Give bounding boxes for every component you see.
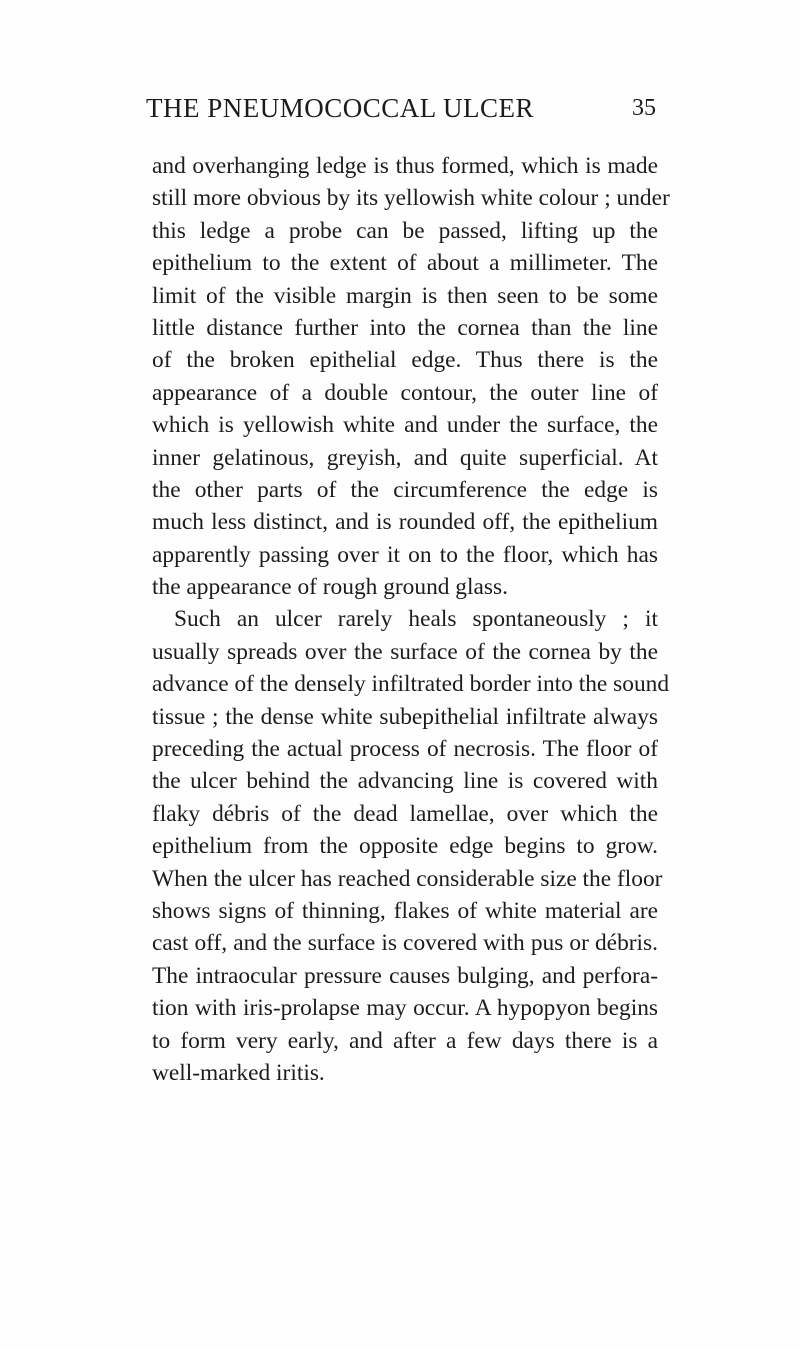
text-line: cast off, and the surface is covered with pus or débris. xyxy=(152,930,658,957)
text-line: limit of the visible margin is then seen to be some xyxy=(152,282,658,309)
text-line: much less distinct, and is rounded off, the epithelium xyxy=(152,509,658,536)
text-line: Such an ulcer rarely heals spontaneously ; it xyxy=(174,606,658,633)
text-line: the other parts of the circumference the edge is xyxy=(152,476,658,503)
text-line: still more obvious by its yellowish white colour ; under xyxy=(152,185,670,212)
page-number: 35 xyxy=(632,95,656,121)
text-line: flaky débris of the dead lamellae, over which the xyxy=(152,800,658,827)
text-line: of the broken epithelial edge. Thus there is the xyxy=(152,347,658,374)
text-line: this ledge a probe can be passed, lifting up the xyxy=(152,217,658,244)
text-line: apparently passing over it on to the floor, which has xyxy=(152,541,658,568)
running-title: THE PNEUMOCOCCAL ULCER xyxy=(146,93,535,123)
text-line: little distance further into the cornea than the line xyxy=(152,314,658,341)
text-line: the appearance of rough ground glass. xyxy=(152,574,508,601)
text-line: The intraocular pressure causes bulging, and perfora- xyxy=(152,962,658,989)
text-line: preceding the actual process of necrosis. The floor of xyxy=(152,736,658,763)
text-line: epithelium to the extent of about a millimeter. The xyxy=(152,250,658,277)
text-line: advance of the densely infiltrated border into the sound xyxy=(152,671,670,698)
text-line: tissue ; the dense white subepithelial infiltrate always xyxy=(152,703,658,730)
paragraph-1 xyxy=(152,150,670,603)
text-line: and overhanging ledge is thus formed, which is made xyxy=(152,153,658,179)
body-text xyxy=(152,150,670,1089)
text-line: well-marked iritis. xyxy=(152,1059,325,1086)
text-line: When the ulcer has reached considerable size the floor xyxy=(152,865,663,892)
text-line: epithelium from the opposite edge begins to grow. xyxy=(152,833,658,860)
paragraph-2 xyxy=(152,603,670,1089)
text-line: which is yellowish white and under the surface, the xyxy=(152,412,658,439)
text-line: usually spreads over the surface of the cornea by the xyxy=(152,638,658,665)
text-line: appearance of a double contour, the outer line of xyxy=(152,379,658,406)
text-line: shows signs of thinning, flakes of white material are xyxy=(152,897,658,924)
text-line: to form very early, and after a few days there is a xyxy=(152,1027,658,1054)
text-line: tion with iris-prolapse may occur. A hypopyon begins xyxy=(152,995,658,1022)
text-line: inner gelatinous, greyish, and quite superficial. At xyxy=(152,444,658,471)
text-line: the ulcer behind the advancing line is covered with xyxy=(152,768,658,795)
running-head xyxy=(146,93,656,129)
